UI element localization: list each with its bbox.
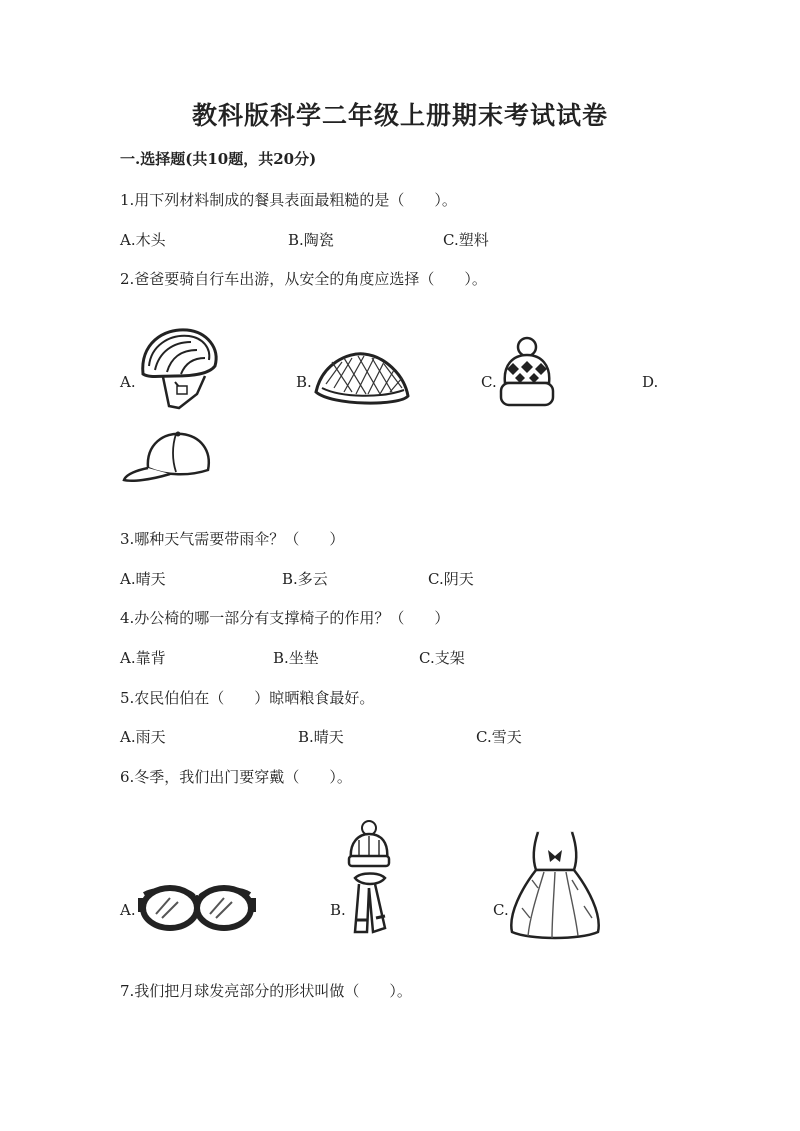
q5-option-a[interactable]: A.雨天 bbox=[120, 728, 166, 746]
q1-option-b[interactable]: B.陶瓷 bbox=[288, 231, 334, 249]
q4-option-b[interactable]: B.坐垫 bbox=[273, 649, 319, 667]
question-3: 3.哪种天气需要带雨伞？（ ） bbox=[120, 530, 345, 548]
hat-and-scarf-image bbox=[345, 820, 395, 938]
knit-beanie-image bbox=[495, 337, 559, 409]
q1-option-c[interactable]: C.塑料 bbox=[443, 231, 489, 249]
question-7: 7.我们把月球发亮部分的形状叫做（ ）。 bbox=[120, 982, 412, 1000]
sleeveless-dress-image bbox=[508, 828, 603, 940]
question-6: 6.冬季，我们出门要穿戴（ ）。 bbox=[120, 768, 352, 786]
q5-option-c[interactable]: C.雪天 bbox=[476, 728, 522, 746]
q4-option-a[interactable]: A.靠背 bbox=[120, 649, 166, 667]
q3-option-b[interactable]: B.多云 bbox=[282, 570, 328, 588]
woven-straw-hat-image bbox=[312, 348, 412, 408]
q2-option-b[interactable]: B. bbox=[296, 373, 312, 391]
bicycle-helmet-image bbox=[135, 322, 225, 410]
q5-option-b[interactable]: B.晴天 bbox=[298, 728, 344, 746]
q1-option-a[interactable]: A.木头 bbox=[120, 231, 166, 249]
question-4: 4.办公椅的哪一部分有支撑椅子的作用？（ ） bbox=[120, 609, 450, 627]
section-heading: 一.选择题(共10题，共20分) bbox=[120, 150, 317, 168]
baseball-cap-image bbox=[120, 430, 215, 490]
exam-title: 教科版科学二年级上册期末考试试卷 bbox=[191, 101, 608, 130]
sunglasses-image bbox=[138, 880, 256, 936]
q3-option-c[interactable]: C.阴天 bbox=[428, 570, 474, 588]
q6-option-a[interactable]: A. bbox=[120, 901, 136, 919]
q2-option-c[interactable]: C. bbox=[481, 373, 497, 391]
question-1: 1.用下列材料制成的餐具表面最粗糙的是（ ）。 bbox=[120, 191, 457, 209]
q4-option-c[interactable]: C.支架 bbox=[419, 649, 465, 667]
q2-option-a[interactable]: A. bbox=[120, 373, 136, 391]
q3-option-a[interactable]: A.晴天 bbox=[120, 570, 166, 588]
question-5: 5.农民伯伯在（ ）晾晒粮食最好。 bbox=[120, 689, 375, 707]
q6-option-b[interactable]: B. bbox=[330, 901, 346, 919]
q2-option-d[interactable]: D. bbox=[642, 373, 659, 391]
question-2: 2.爸爸要骑自行车出游，从安全的角度应选择（ ）。 bbox=[120, 270, 487, 288]
q6-option-c[interactable]: C. bbox=[493, 901, 509, 919]
